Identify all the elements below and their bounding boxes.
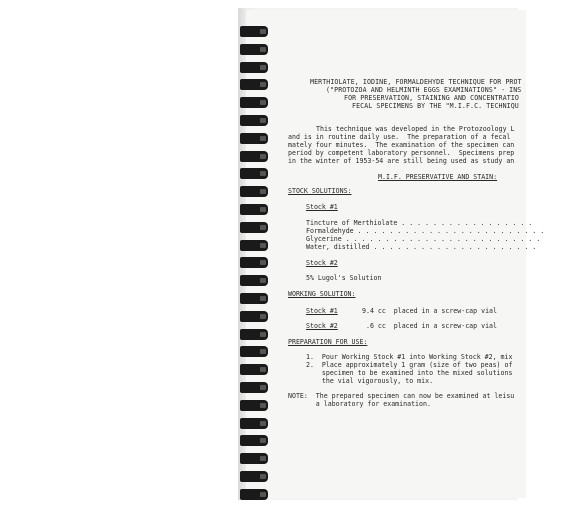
working-row-2-text: .6 cc placed in a screw-cap vial [362, 322, 497, 330]
binding-ring [240, 240, 268, 251]
title-line-4: FECAL SPECIMENS BY THE "M.I.F.C. TECHNIQU [352, 102, 519, 110]
binding-ring [240, 168, 268, 179]
binding-ring [240, 222, 268, 233]
binding-ring [240, 400, 268, 411]
working-row-1-label: Stock #1 [306, 307, 338, 315]
binding-ring [240, 204, 268, 215]
section-heading: M.I.F. PRESERVATIVE AND STAIN: [378, 173, 498, 181]
stock2-label: Stock #2 [306, 259, 338, 267]
binding-ring [240, 364, 268, 375]
stock1-item-2: Formaldehyde . . . . . . . . . . . . . . . . . . . . . . . . [306, 227, 545, 235]
binding-ring [240, 346, 268, 357]
preparation-line-3: specimen to be examined into the mixed solutions [306, 369, 513, 377]
binding-ring [240, 26, 268, 37]
title-line-1: MERTHIOLATE, IODINE, FORMALDEHYDE TECHNIQUE FOR PROT [310, 78, 522, 86]
binding-ring [240, 471, 268, 482]
binding-ring [240, 453, 268, 464]
stock1-label: Stock #1 [306, 203, 338, 211]
intro-line-3: mately four minutes. The examination of the specimen can [288, 141, 515, 149]
title-line-2: ("PROTOZOA AND HELMINTH EGGS EXAMINATIONS" - INS [326, 86, 522, 94]
preparation-line-2: 2. Place approximately 1 gram (size of two peas) of [306, 361, 513, 369]
intro-line-1: This technique was developed in the Protozoology L [316, 125, 515, 133]
binding-ring [240, 115, 268, 126]
stock1-item-1: Tincture of Merthiolate . . . . . . . . . . . . . . . . . [306, 219, 533, 227]
working-row-1-text: 9.4 cc placed in a screw-cap vial [362, 307, 497, 315]
binding-ring [240, 97, 268, 108]
document-text [286, 0, 586, 512]
binding-ring [240, 44, 268, 55]
binding-ring [240, 311, 268, 322]
note-line-2: a laboratory for examination. [288, 400, 431, 408]
binding-ring [240, 489, 268, 500]
stock-solutions-heading: STOCK SOLUTIONS: [288, 187, 352, 195]
working-solution-heading: WORKING SOLUTION: [288, 290, 356, 298]
note-line-1: NOTE: The prepared specimen can now be examined at leisu [288, 392, 515, 400]
title-line-3: FOR PRESERVATION, STAINING AND CONCENTRATIO [344, 94, 519, 102]
binding-ring [240, 62, 268, 73]
binding-ring [240, 418, 268, 429]
stock1-item-4: Water, distilled . . . . . . . . . . . . . . . . . . . . . [306, 243, 537, 251]
stock1-item-3: Glycerine . . . . . . . . . . . . . . . . . . . . . . . . . [306, 235, 541, 243]
binding-ring [240, 293, 268, 304]
preparation-heading: PREPARATION FOR USE: [288, 338, 368, 346]
stock2-item: 5% Lugol's Solution [306, 274, 382, 282]
spiral-binding [240, 0, 270, 512]
working-row-2-label: Stock #2 [306, 322, 338, 330]
binding-ring [240, 151, 268, 162]
preparation-line-1: 1. Pour Working Stock #1 into Working Stock #2, mix [306, 353, 513, 361]
intro-line-2: and is in routine daily use. The preparation of a fecal [288, 133, 511, 141]
binding-ring [240, 329, 268, 340]
binding-ring [240, 275, 268, 286]
binding-ring [240, 382, 268, 393]
intro-line-4: period by competent laboratory personnel. Specimens prep [288, 149, 515, 157]
binding-ring [240, 79, 268, 90]
binding-ring [240, 133, 268, 144]
binding-ring [240, 257, 268, 268]
binding-ring [240, 186, 268, 197]
binding-ring [240, 435, 268, 446]
intro-line-5: in the winter of 1953-54 are still being used as study an [288, 157, 515, 165]
preparation-line-4: the vial vigorously, to mix. [306, 377, 434, 385]
